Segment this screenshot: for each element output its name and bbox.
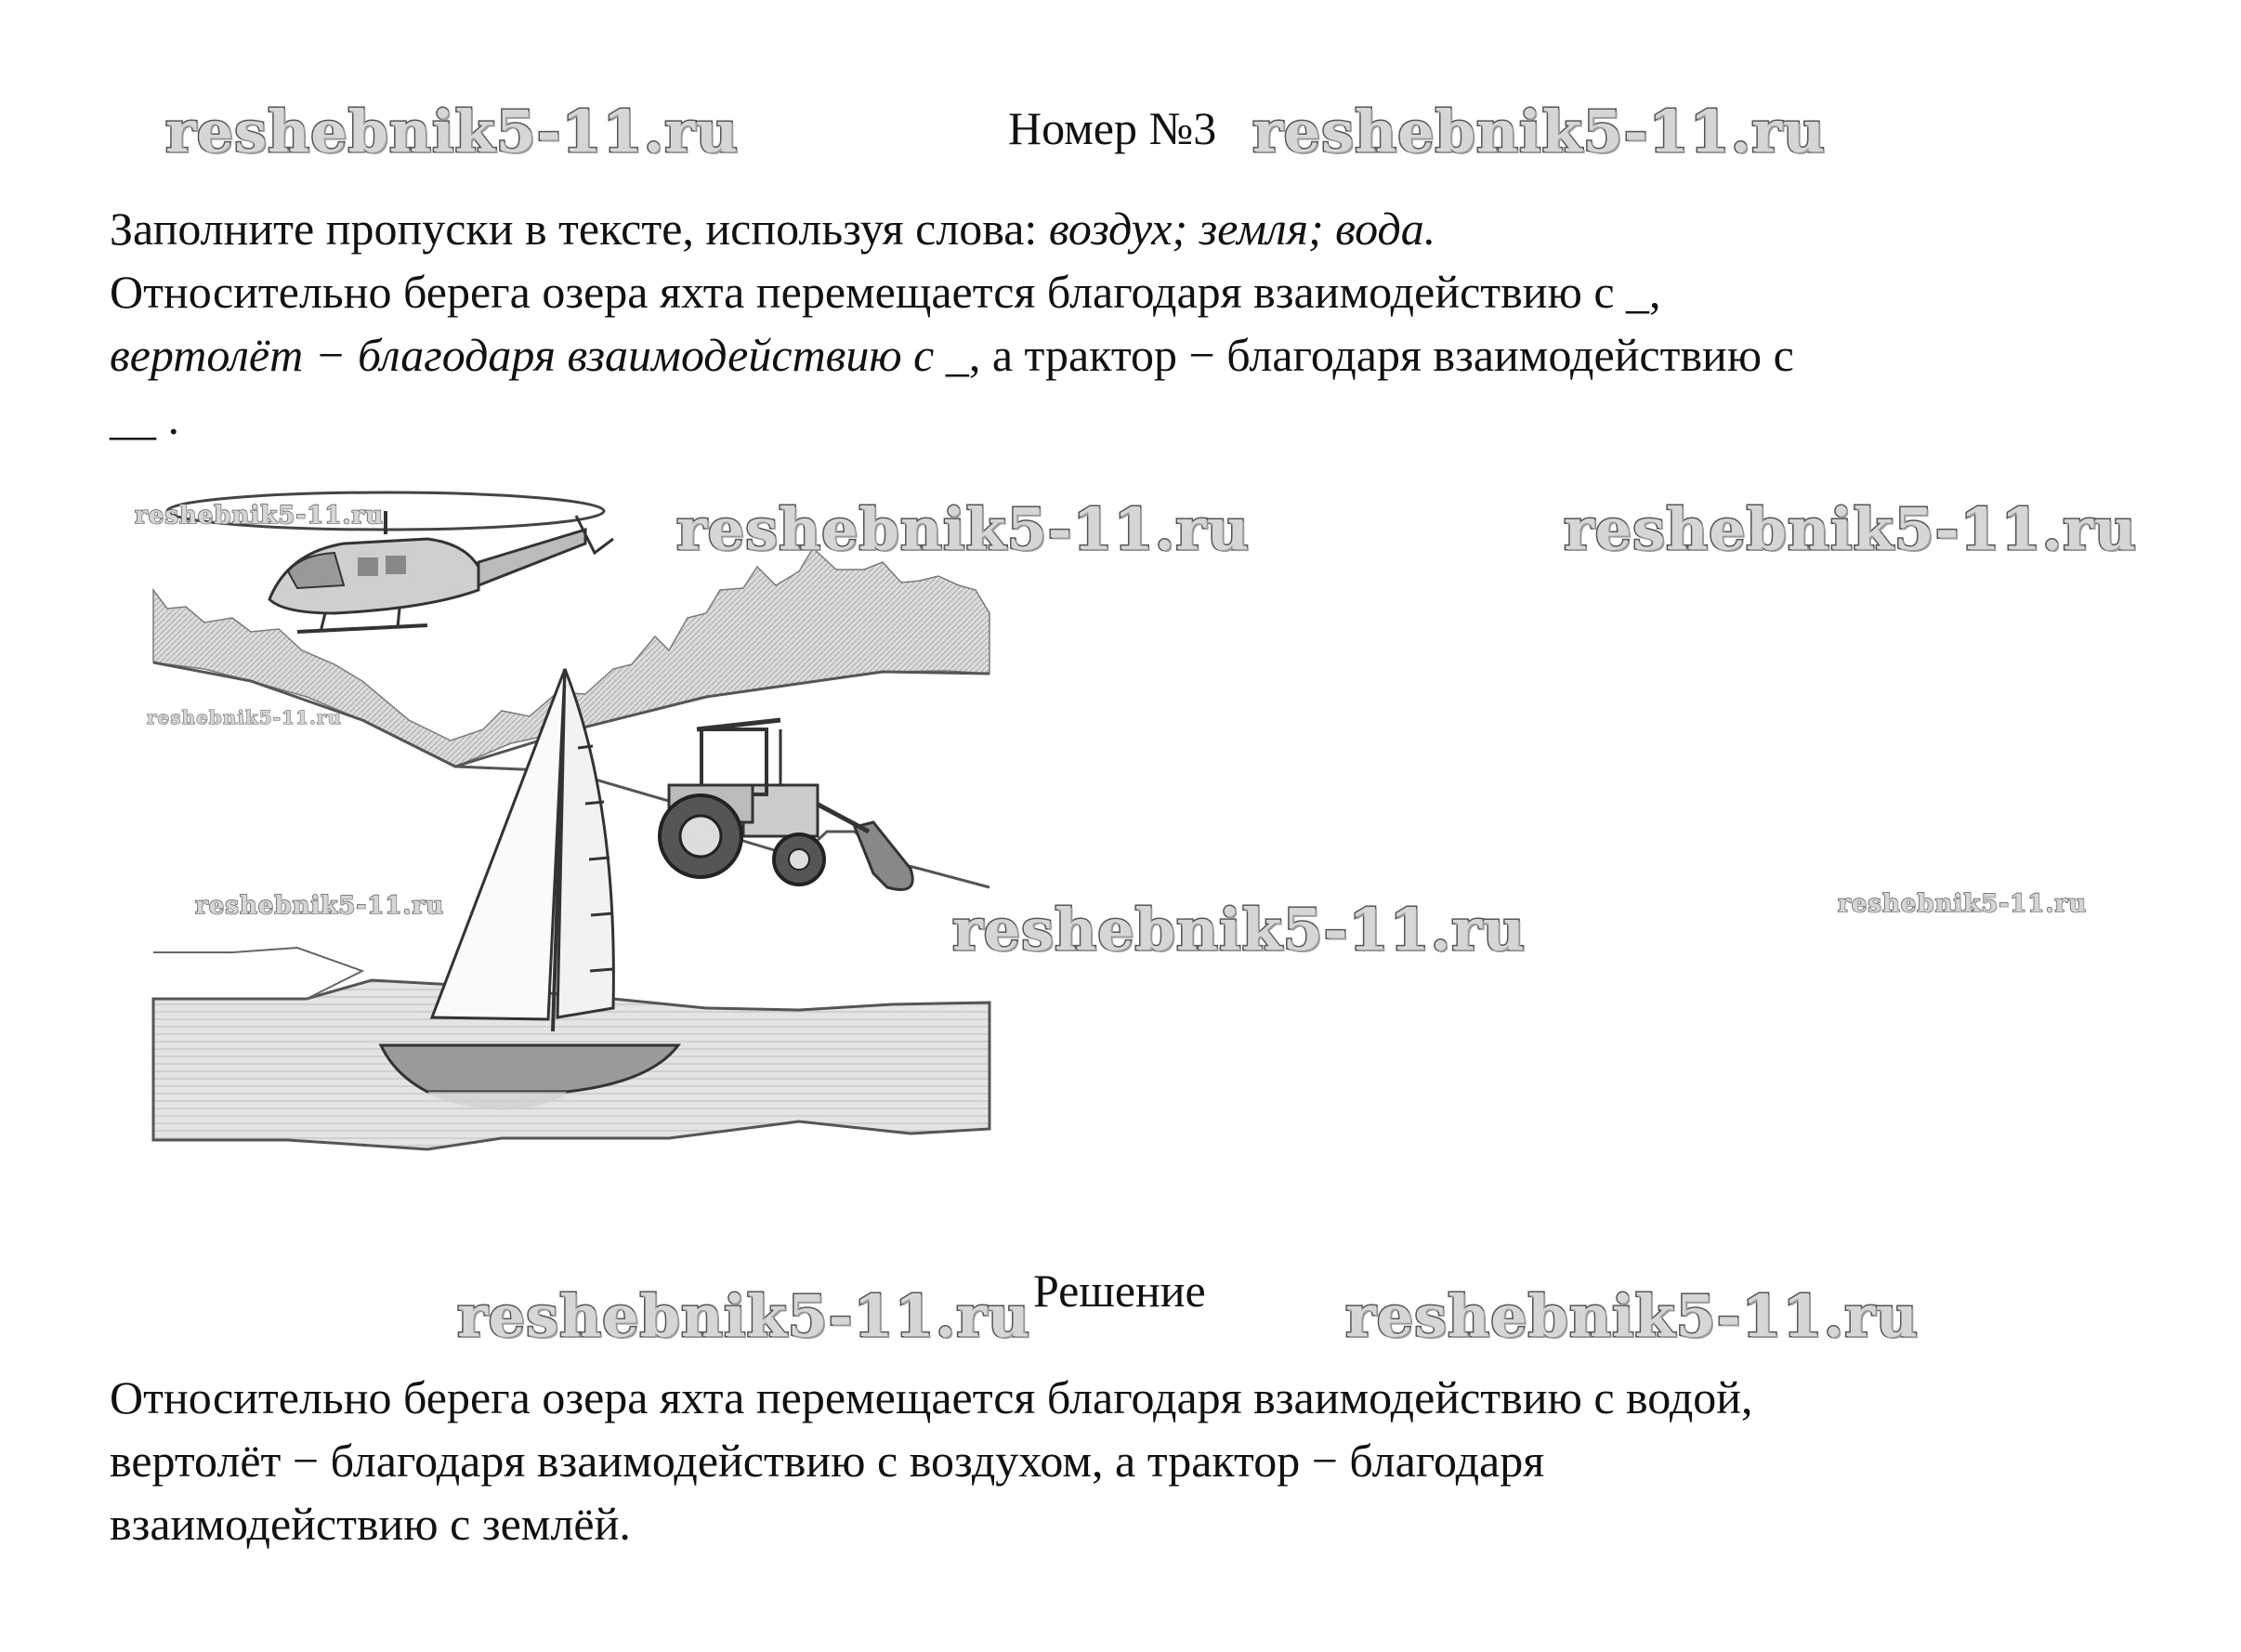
- task-word-options: воздух; земля; вода.: [1048, 203, 1436, 255]
- solution-line-1: Относительно берега озера яхта перемещается благодаря взаимодействию с водой,: [110, 1371, 1753, 1423]
- watermark: reshebnik5-11.ru: [1252, 98, 1826, 165]
- task-line-1-text: Заполните пропуски в тексте, используя слова:: [110, 203, 1049, 255]
- watermark: reshebnik5-11.ru: [165, 98, 739, 165]
- watermark: reshebnik5-11.ru: [135, 502, 385, 530]
- watermark: reshebnik5-11.ru: [1345, 1282, 1919, 1350]
- watermark: reshebnik5-11.ru: [676, 495, 1250, 563]
- solution-line-2: вертолёт − благодаря взаимодействию с воздухом, а трактор − благодаря: [110, 1435, 1545, 1487]
- watermark: reshebnik5-11.ru: [952, 896, 1526, 964]
- solution-heading: Решение: [1033, 1265, 1206, 1317]
- task-line-3: [110, 323, 1794, 387]
- solution-line-3: взаимодействию с землёй.: [110, 1498, 631, 1550]
- task-line-2: Относительно берега озера яхта перемещается благодаря взаимодействию с _,: [110, 266, 1661, 318]
- tractor-icon: [660, 720, 912, 890]
- task-line-1: [110, 197, 1435, 260]
- watermark: reshebnik5-11.ru: [195, 892, 445, 920]
- task-line-4: __ .: [110, 392, 179, 444]
- watermark: reshebnik5-11.ru: [147, 706, 342, 728]
- watermark: reshebnik5-11.ru: [1564, 495, 2137, 563]
- task-line-3-italic: вертолёт − благодаря взаимодействию с _: [110, 329, 969, 381]
- watermark: reshebnik5-11.ru: [1838, 890, 2088, 918]
- watermark: reshebnik5-11.ru: [457, 1282, 1030, 1350]
- task-line-3-text: , а трактор − благодаря взаимодействию с: [968, 329, 1794, 381]
- page-title: Номер №3: [1008, 102, 1217, 154]
